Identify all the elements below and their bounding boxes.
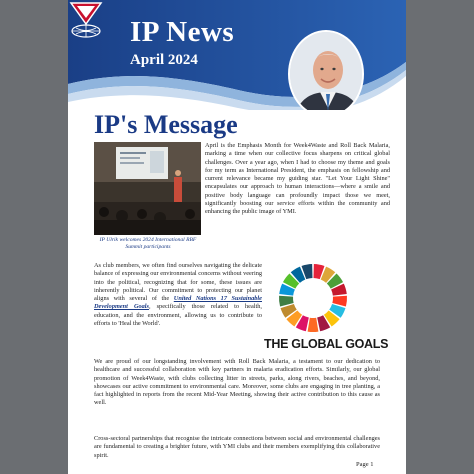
message-paragraph-1: April is the Emphasis Month for Week4Waste and Roll Back Malaria, marking a time when our collective focus sharpens on critical global challenges. Over a year ago, when I had to choose my theme and goals for my term as International President, the emphasis on fellowship and current relevance became my guiding star. "Let Your Light Shine" encapsulates our approach to human interactions—where a smile and positive body language can profoundly impact those we meet, significantly boosting our service efforts within the community and enhancing the public image of YMI. xyxy=(205,142,390,216)
message-paragraph-2 xyxy=(94,262,262,328)
ymi-logo-icon xyxy=(68,0,104,40)
president-portrait xyxy=(288,30,364,110)
global-goals-wheel-icon xyxy=(278,263,348,333)
paragraph-2-text-start: As club members, we often find ourselves navigating the delicate balance of expressing our environmental concerns without veering into the political, recognizing that for some, these issues are inherently political. Our commitment to protecting our planet aligns with several of the xyxy=(94,262,262,303)
paragraph-2-text-end: , specifically those related to health, education, and the environment, allowing us to contribute to efforts to 'Heal the World'. xyxy=(94,303,262,328)
message-paragraph-4: Cross-sectoral partnerships that recognise the intricate connections between social and environmental challenges are fundamental to creating a brighter future, with YMI clubs and their members exemplifying this collaborative spirit. xyxy=(94,435,380,459)
sdg-link[interactable]: United Nations 17 Sustainable Development Goals xyxy=(94,295,262,311)
section-title: IP's Message xyxy=(94,110,238,139)
summit-photo xyxy=(94,142,201,235)
newsletter-page xyxy=(68,0,406,474)
newsletter-title: IP News xyxy=(130,16,235,48)
photo-caption: IP Ulrik welcomes 2024 International RBF Summit participants xyxy=(99,237,197,250)
message-paragraph-3: We are proud of our longstanding involvement with Roll Back Malaria, a testament to our dedication to healthcare and successful collaboration with key partners in malaria eradication efforts. Similarly, our global promotion of Week4Waste, with clubs collecting litter in streets, parks, along rivers, beaches, and beyond, showcases our active commitment to environmental care. Moreover, some clubs are engaging in tree planting, a fact highlighted in reports from the recent Mid-Year Meeting, showing their active contribution to this cause as well. xyxy=(94,358,380,407)
newsletter-issue-date: April 2024 xyxy=(130,52,198,68)
newsletter-header xyxy=(68,0,406,110)
goal-wheel-segment xyxy=(308,318,319,332)
global-goals-label: THE GLOBAL GOALS xyxy=(264,337,389,351)
page-number: Page 1 xyxy=(356,461,374,468)
